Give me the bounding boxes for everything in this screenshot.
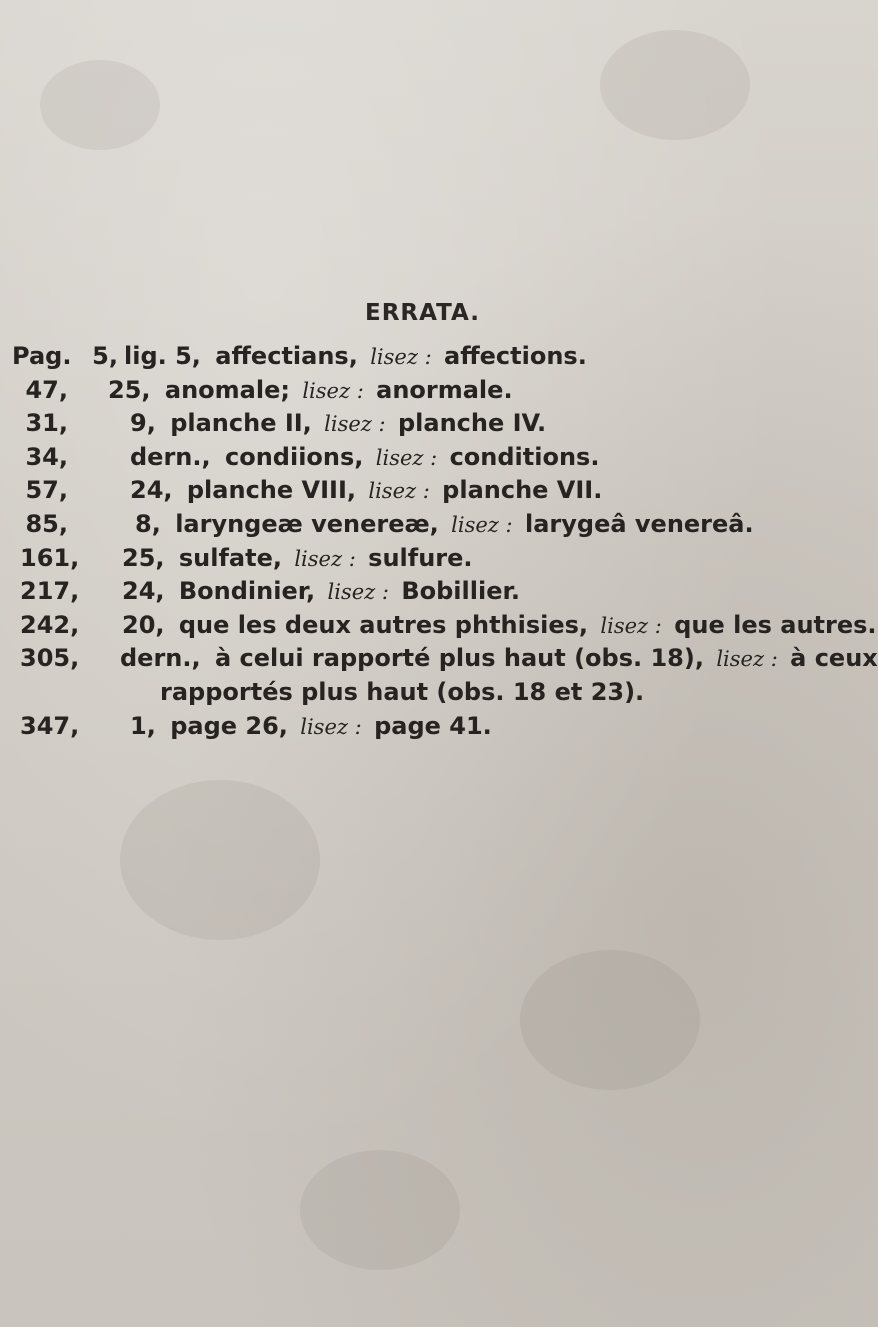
- line-number: dern.,: [130, 442, 211, 471]
- errata-row: [0, 340, 801, 374]
- page-number: 305,: [20, 644, 80, 673]
- wrong-text: planche II,: [170, 409, 312, 438]
- errata-row: [0, 710, 801, 744]
- paper-stain: [600, 30, 750, 140]
- right-text: à ceux: [790, 644, 878, 673]
- read-label: lisez :: [368, 479, 430, 504]
- lig-label: lig.: [124, 342, 167, 370]
- right-text: affections.: [444, 342, 587, 370]
- right-text: page 41.: [374, 711, 492, 740]
- errata-title: ERRATA.: [364, 300, 480, 326]
- line-number: 24,: [130, 476, 173, 505]
- read-label: lisez :: [300, 714, 362, 739]
- wrong-text: condiions,: [224, 442, 364, 471]
- page-number: 31,: [25, 409, 68, 438]
- page-number: 242,: [20, 610, 80, 639]
- wrong-text: que les deux autres phthisies,: [178, 610, 589, 639]
- page-number: 217,: [20, 577, 80, 606]
- right-text: conditions.: [449, 442, 600, 471]
- line-number: 1,: [130, 711, 156, 740]
- wrong-text: à celui rapporté plus haut (obs. 18),: [214, 644, 704, 673]
- page-title: [0, 300, 801, 326]
- errata-row: [0, 508, 801, 542]
- page-number: 57,: [25, 476, 68, 505]
- read-label: lisez :: [451, 512, 513, 537]
- line-number: 25,: [108, 375, 151, 404]
- line-number: 9,: [130, 409, 156, 438]
- errata-row: [0, 575, 801, 609]
- read-label: lisez :: [294, 546, 356, 571]
- errata-row: [0, 474, 801, 508]
- errata-row: [0, 441, 801, 475]
- wrong-text: page 26,: [170, 711, 288, 740]
- paper-stain: [120, 780, 320, 940]
- right-text: anormale.: [376, 375, 513, 404]
- paper-stain: [520, 950, 700, 1090]
- page-number: 47,: [25, 375, 68, 404]
- wrong-text: Bondinier,: [178, 577, 316, 606]
- errata-row: [0, 609, 877, 643]
- wrong-text: laryngeæ venereæ,: [175, 509, 439, 538]
- errata-row: [0, 374, 801, 408]
- right-text: planche VII.: [442, 476, 603, 505]
- pag-label: Pag.: [12, 342, 72, 370]
- page-number: 347,: [20, 711, 80, 740]
- line-number: 20,: [122, 610, 165, 639]
- errata-row: [0, 642, 878, 676]
- line-number: 5,: [175, 342, 201, 370]
- paper-stain: [300, 1150, 460, 1270]
- paper-stain: [40, 60, 160, 150]
- read-label: lisez :: [302, 378, 364, 403]
- page-number: 34,: [25, 442, 68, 471]
- read-label: lisez :: [327, 580, 389, 605]
- right-text: Bobillier.: [401, 577, 521, 606]
- right-text: que les autres.: [674, 610, 877, 639]
- errata-list: [0, 340, 878, 743]
- errata-row: [0, 542, 801, 576]
- wrong-text: planche VIII,: [186, 476, 356, 505]
- line-number: dern.,: [120, 644, 201, 673]
- page-number: 85,: [25, 509, 68, 538]
- read-label: lisez :: [716, 647, 778, 672]
- line-number: 24,: [122, 577, 165, 606]
- line-number: 8,: [135, 509, 161, 538]
- page-number: 161,: [20, 543, 80, 572]
- right-text: sulfure.: [368, 543, 473, 572]
- errata-row-continuation: [0, 676, 801, 710]
- right-text: larygeâ venereâ.: [524, 509, 754, 538]
- right-text: planche IV.: [397, 409, 547, 438]
- read-label: lisez :: [375, 445, 438, 470]
- wrong-text: anomale;: [164, 375, 290, 404]
- read-label: lisez :: [324, 412, 386, 437]
- wrong-text: affectians,: [215, 342, 358, 370]
- page-number: 5,: [92, 342, 118, 370]
- line-number: 25,: [122, 543, 165, 572]
- errata-row: [0, 407, 801, 441]
- read-label: lisez :: [370, 345, 432, 369]
- continuation-text: rapportés plus haut (obs. 18 et 23).: [160, 677, 645, 706]
- read-label: lisez :: [600, 613, 662, 638]
- wrong-text: sulfate,: [178, 543, 282, 572]
